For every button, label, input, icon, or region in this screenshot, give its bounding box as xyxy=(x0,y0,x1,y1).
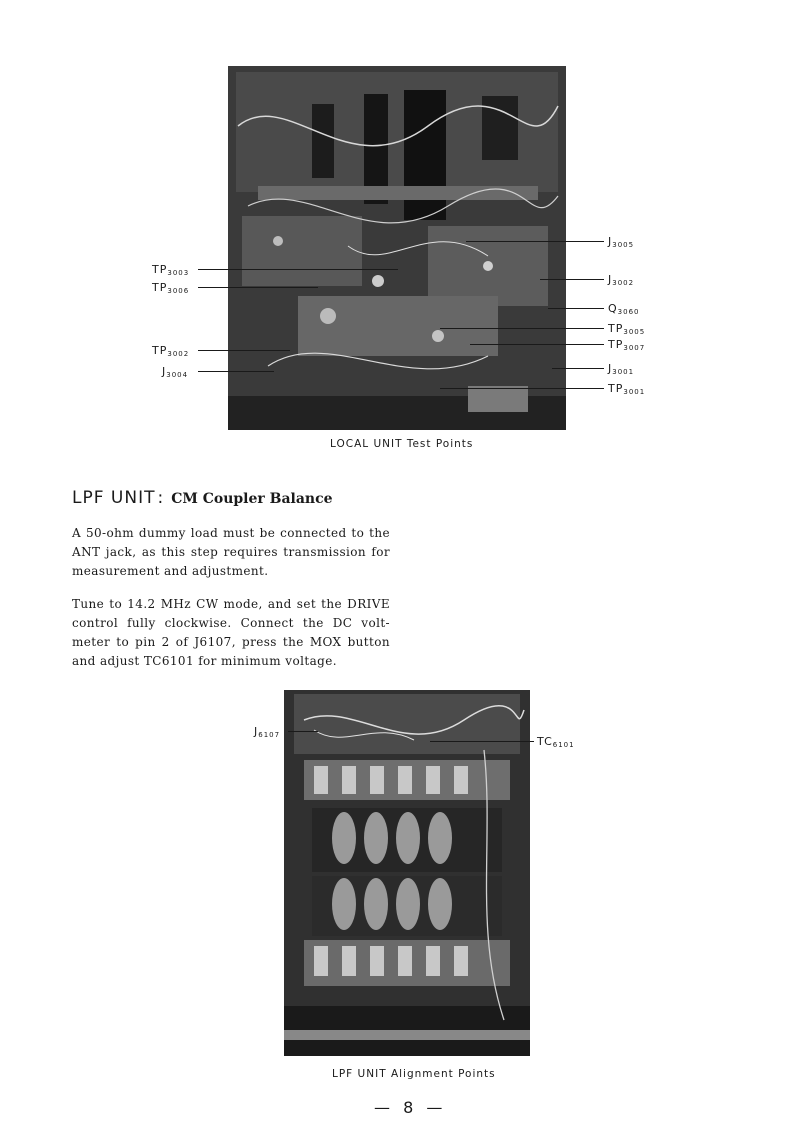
instruction-paragraph-1: A 50-ohm dummy load must be connected to the ANT jack, as this step requires transmission for measurement and adjustment. xyxy=(72,526,390,578)
label-q3060: $Q_{3060}$ xyxy=(608,302,640,316)
label-tp3001: $TP_{3001}$ xyxy=(608,382,646,396)
label-j6107: $J_{6107}$ xyxy=(254,725,281,739)
leader-j3004 xyxy=(198,371,274,372)
label-tp3005: $TP_{3005}$ xyxy=(608,322,646,336)
leader-tp3002 xyxy=(198,350,290,351)
label-tp3003: $TP_{3003}$ xyxy=(152,263,190,277)
section-title-unit: LPF UNIT xyxy=(72,488,156,508)
label-tc6101: $TC_{6101}$ xyxy=(537,735,575,749)
leader-tp3007 xyxy=(470,344,604,345)
local-unit-photo xyxy=(228,66,566,430)
lpf-unit-caption: LPF UNIT Alignment Points xyxy=(332,1068,496,1080)
label-tp3002: $TP_{3002}$ xyxy=(152,344,190,358)
leader-q3060 xyxy=(548,308,604,309)
leader-tp3001 xyxy=(440,388,604,389)
lpf-unit-photo xyxy=(284,690,530,1056)
instruction-paragraph-2: Tune to 14.2 MHz CW mode, and set the DRIVE control fully clockwise. Connect the DC volt-meter to pin 2 of J6107, press the MOX button and adjust TC6101 for minimum voltage. xyxy=(72,597,390,668)
page-number: — 8 — xyxy=(374,1098,447,1117)
leader-tp3003 xyxy=(198,269,398,270)
label-j3002: $J_{3002}$ xyxy=(608,273,635,287)
label-j3005: $J_{3005}$ xyxy=(608,235,635,249)
label-j3004: $J_{3004}$ xyxy=(162,365,189,379)
leader-tp3005 xyxy=(440,328,604,329)
leader-j3002 xyxy=(540,279,604,280)
label-tp3006: $TP_{3006}$ xyxy=(152,281,190,295)
leader-tp3006 xyxy=(198,287,318,288)
section-title xyxy=(72,488,333,508)
label-tp3007: $TP_{3007}$ xyxy=(608,338,646,352)
leader-j3005 xyxy=(466,241,604,242)
section-title-subtitle: CM Coupler Balance xyxy=(171,491,333,507)
label-j3001: $J_{3001}$ xyxy=(608,362,635,376)
leader-j6107 xyxy=(288,731,318,732)
local-unit-caption: LOCAL UNIT Test Points xyxy=(330,438,474,450)
leader-tc6101 xyxy=(430,741,534,742)
section-title-colon: : xyxy=(157,488,164,508)
leader-j3001 xyxy=(552,368,604,369)
